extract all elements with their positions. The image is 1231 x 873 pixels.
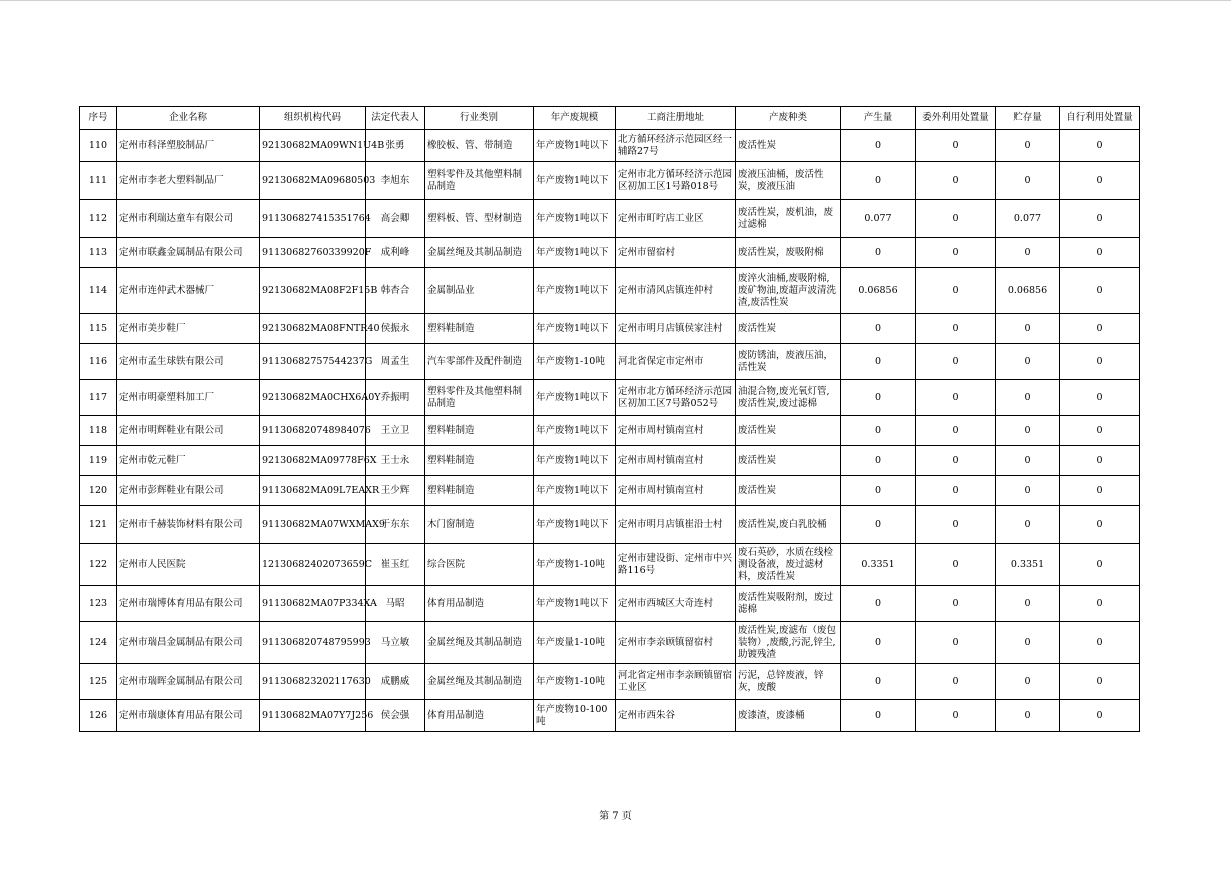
cell-annual-scale: 年产废物1吨以下: [534, 506, 616, 544]
table-row: [80, 476, 1140, 506]
cell-storage: 0: [996, 344, 1060, 380]
cell-no: 115: [80, 314, 117, 344]
cell-self-disposal: 0: [1060, 446, 1140, 476]
cell-annual-scale: 年产废物1吨以下: [534, 238, 616, 268]
cell-self-disposal: 0: [1060, 314, 1140, 344]
cell-no: 117: [80, 380, 117, 416]
cell-annual-scale: 年产废物1-10吨: [534, 544, 616, 586]
cell-annual-scale: 年产废物1吨以下: [534, 586, 616, 622]
cell-address: 河北省保定市定州市: [616, 344, 736, 380]
cell-industry: 塑料鞋制造: [425, 476, 534, 506]
cell-annual-scale: 年产废物1吨以下: [534, 476, 616, 506]
cell-waste-type: 废防锈油，废液压油，活性炭: [736, 344, 841, 380]
cell-legal-rep: 马立敏: [366, 622, 425, 664]
cell-industry: 塑料零件及其他塑料制品制造: [425, 380, 534, 416]
cell-legal-rep: 乔振明: [366, 380, 425, 416]
cell-industry: 塑料鞋制造: [425, 446, 534, 476]
cell-produced: 0.3351: [841, 544, 916, 586]
cell-address: 定州市周村镇南宣村: [616, 476, 736, 506]
cell-company-name: 定州市连仲武术器械厂: [117, 268, 260, 314]
cell-self-disposal: 0: [1060, 162, 1140, 200]
cell-no: 116: [80, 344, 117, 380]
cell-industry: 金属丝绳及其制品制造: [425, 622, 534, 664]
cell-produced: 0: [841, 506, 916, 544]
header-waste-type: 产废种类: [736, 107, 841, 130]
table-row: [80, 238, 1140, 268]
cell-waste-type: 废活性炭: [736, 130, 841, 162]
cell-self-disposal: 0: [1060, 622, 1140, 664]
cell-company-name: 定州市联鑫金属制品有限公司: [117, 238, 260, 268]
cell-produced: 0: [841, 344, 916, 380]
cell-waste-type: 废液压油桶，废活性炭，废液压油: [736, 162, 841, 200]
cell-waste-type: 废石英砂，水质在线检测设备液，废过滤材料，废活性炭: [736, 544, 841, 586]
page-number: 第 7 页: [599, 811, 632, 822]
table-row: [80, 446, 1140, 476]
cell-storage: 0: [996, 130, 1060, 162]
table-row: [80, 380, 1140, 416]
cell-storage: 0.3351: [996, 544, 1060, 586]
header-no: 序号: [80, 107, 117, 130]
cell-self-disposal: 0: [1060, 130, 1140, 162]
cell-outsourced: 0: [916, 380, 996, 416]
cell-produced: 0: [841, 586, 916, 622]
cell-address: 定州市西城区大奇连村: [616, 586, 736, 622]
cell-legal-rep: 张勇: [366, 130, 425, 162]
cell-produced: 0: [841, 380, 916, 416]
cell-annual-scale: 年产废物1吨以下: [534, 268, 616, 314]
cell-produced: 0: [841, 416, 916, 446]
cell-industry: 体育用品制造: [425, 586, 534, 622]
cell-outsourced: 0: [916, 162, 996, 200]
cell-industry: 金属制品业: [425, 268, 534, 314]
table-row: [80, 586, 1140, 622]
cell-storage: 0: [996, 380, 1060, 416]
cell-industry: 金属丝绳及其制品制造: [425, 238, 534, 268]
cell-org-code: 911306820748795993: [260, 622, 366, 664]
cell-self-disposal: 0: [1060, 380, 1140, 416]
table-row: [80, 506, 1140, 544]
cell-address: 定州市西朱谷: [616, 700, 736, 732]
cell-legal-rep: 于东东: [366, 506, 425, 544]
cell-org-code: 911306827415351764: [260, 200, 366, 238]
cell-legal-rep: 成鹏威: [366, 664, 425, 700]
cell-produced: 0: [841, 238, 916, 268]
cell-no: 125: [80, 664, 117, 700]
cell-waste-type: 废活性炭，废机油，废过滤棉: [736, 200, 841, 238]
hazardous-waste-table: [79, 106, 1140, 732]
cell-waste-type: 油混合物,废光氧灯管,废活性炭,废过滤棉: [736, 380, 841, 416]
cell-waste-type: 污泥，总锌废液，锌灰，废酸: [736, 664, 841, 700]
cell-waste-type: 废活性炭，废吸附棉: [736, 238, 841, 268]
cell-produced: 0: [841, 130, 916, 162]
cell-produced: 0.06856: [841, 268, 916, 314]
cell-storage: 0: [996, 476, 1060, 506]
table-body: [80, 130, 1140, 732]
cell-address: 河北省定州市李亲顾镇留宿工业区: [616, 664, 736, 700]
cell-waste-type: 废活性炭: [736, 476, 841, 506]
cell-produced: 0: [841, 314, 916, 344]
cell-waste-type: 废活性炭吸附剂，废过滤棉: [736, 586, 841, 622]
cell-address: 定州市建设街、定州市中兴路116号: [616, 544, 736, 586]
cell-company-name: 定州市彭辉鞋业有限公司: [117, 476, 260, 506]
cell-industry: 塑料鞋制造: [425, 416, 534, 446]
cell-outsourced: 0: [916, 446, 996, 476]
cell-industry: 塑料零件及其他塑料制品制造: [425, 162, 534, 200]
cell-legal-rep: 周孟生: [366, 344, 425, 380]
cell-produced: 0: [841, 446, 916, 476]
cell-self-disposal: 0: [1060, 416, 1140, 446]
cell-org-code: 91130682760339920F: [260, 238, 366, 268]
cell-org-code: 91130682MA07P334XA: [260, 586, 366, 622]
cell-self-disposal: 0: [1060, 664, 1140, 700]
cell-storage: 0: [996, 446, 1060, 476]
table-row: [80, 544, 1140, 586]
cell-legal-rep: 王少辉: [366, 476, 425, 506]
cell-company-name: 定州市利瑞达童车有限公司: [117, 200, 260, 238]
cell-no: 121: [80, 506, 117, 544]
cell-self-disposal: 0: [1060, 200, 1140, 238]
cell-waste-type: 废活性炭: [736, 446, 841, 476]
cell-address: 定州市留宿村: [616, 238, 736, 268]
cell-org-code: 91130682MA07WXMAX9: [260, 506, 366, 544]
cell-no: 118: [80, 416, 117, 446]
cell-outsourced: 0: [916, 700, 996, 732]
cell-self-disposal: 0: [1060, 344, 1140, 380]
table-row: [80, 314, 1140, 344]
cell-no: 122: [80, 544, 117, 586]
cell-company-name: 定州市瑞晖金属制品有限公司: [117, 664, 260, 700]
cell-storage: 0: [996, 586, 1060, 622]
table-row: [80, 130, 1140, 162]
cell-no: 110: [80, 130, 117, 162]
cell-self-disposal: 0: [1060, 238, 1140, 268]
table-row: [80, 700, 1140, 732]
cell-address: 北方循环经济示范园区经一辅路27号: [616, 130, 736, 162]
cell-annual-scale: 年产废量1-10吨: [534, 622, 616, 664]
cell-address: 定州市李亲顾镇留宿村: [616, 622, 736, 664]
cell-legal-rep: 崔玉红: [366, 544, 425, 586]
cell-org-code: 91130682MA07Y7J256: [260, 700, 366, 732]
cell-industry: 木门窗制造: [425, 506, 534, 544]
cell-org-code: 12130682402073659C: [260, 544, 366, 586]
cell-address: 定州市北方循环经济示范园区初加工区7号路052号: [616, 380, 736, 416]
cell-waste-type: 废活性炭: [736, 416, 841, 446]
cell-storage: 0: [996, 314, 1060, 344]
cell-annual-scale: 年产废物1吨以下: [534, 314, 616, 344]
cell-legal-rep: 成利峰: [366, 238, 425, 268]
cell-waste-type: 废淬火油桶,废吸附棉,废矿物油,废超声波清洗渣,废活性炭: [736, 268, 841, 314]
cell-self-disposal: 0: [1060, 700, 1140, 732]
cell-no: 124: [80, 622, 117, 664]
cell-produced: 0: [841, 664, 916, 700]
cell-legal-rep: 韩杏合: [366, 268, 425, 314]
cell-org-code: 92130682MA08F2F15B: [260, 268, 366, 314]
cell-industry: 体育用品制造: [425, 700, 534, 732]
header-annual-scale: 年产废规模: [534, 107, 616, 130]
cell-outsourced: 0: [916, 586, 996, 622]
cell-annual-scale: 年产废物1吨以下: [534, 130, 616, 162]
cell-outsourced: 0: [916, 544, 996, 586]
cell-org-code: 91130682757544237G: [260, 344, 366, 380]
cell-self-disposal: 0: [1060, 476, 1140, 506]
cell-produced: 0.077: [841, 200, 916, 238]
cell-produced: 0: [841, 622, 916, 664]
cell-waste-type: 废活性炭,废白乳胶桶: [736, 506, 841, 544]
cell-legal-rep: 高会卿: [366, 200, 425, 238]
cell-annual-scale: 年产废物1吨以下: [534, 416, 616, 446]
cell-industry: 综合医院: [425, 544, 534, 586]
cell-annual-scale: 年产废物1-10吨: [534, 344, 616, 380]
cell-company-name: 定州市人民医院: [117, 544, 260, 586]
cell-self-disposal: 0: [1060, 506, 1140, 544]
table-header-row: [80, 107, 1140, 130]
cell-outsourced: 0: [916, 268, 996, 314]
header-address: 工商注册地址: [616, 107, 736, 130]
cell-org-code: 911306823202117630: [260, 664, 366, 700]
cell-industry: 塑料鞋制造: [425, 314, 534, 344]
header-self-disposal: 自行利用处置量: [1060, 107, 1140, 130]
cell-storage: 0: [996, 416, 1060, 446]
cell-legal-rep: 侯振永: [366, 314, 425, 344]
cell-company-name: 定州市李老大塑料制品厂: [117, 162, 260, 200]
cell-outsourced: 0: [916, 476, 996, 506]
cell-legal-rep: 王立卫: [366, 416, 425, 446]
cell-org-code: 92130682MA0CHX6A0Y: [260, 380, 366, 416]
cell-outsourced: 0: [916, 344, 996, 380]
header-company-name: 企业名称: [117, 107, 260, 130]
table-row: [80, 344, 1140, 380]
cell-company-name: 定州市美步鞋厂: [117, 314, 260, 344]
cell-address: 定州市北方循环经济示范园区初加工区1号路018号: [616, 162, 736, 200]
cell-storage: 0.077: [996, 200, 1060, 238]
cell-no: 114: [80, 268, 117, 314]
cell-org-code: 91130682MA09L7EAXR: [260, 476, 366, 506]
cell-address: 定州市明月店镇侯家洼村: [616, 314, 736, 344]
cell-industry: 汽车零部件及配件制造: [425, 344, 534, 380]
cell-outsourced: 0: [916, 238, 996, 268]
table-row: [80, 268, 1140, 314]
cell-annual-scale: 年产废物1吨以下: [534, 162, 616, 200]
cell-outsourced: 0: [916, 622, 996, 664]
cell-annual-scale: 年产废物1-10吨: [534, 664, 616, 700]
cell-annual-scale: 年产废物1吨以下: [534, 446, 616, 476]
cell-outsourced: 0: [916, 130, 996, 162]
cell-no: 113: [80, 238, 117, 268]
cell-outsourced: 0: [916, 416, 996, 446]
cell-no: 112: [80, 200, 117, 238]
cell-outsourced: 0: [916, 314, 996, 344]
header-produced: 产生量: [841, 107, 916, 130]
cell-company-name: 定州市明辉鞋业有限公司: [117, 416, 260, 446]
cell-waste-type: 废漆渣，废漆桶: [736, 700, 841, 732]
cell-no: 126: [80, 700, 117, 732]
cell-storage: 0: [996, 238, 1060, 268]
cell-produced: 0: [841, 476, 916, 506]
cell-storage: 0: [996, 664, 1060, 700]
header-legal-rep: 法定代表人: [366, 107, 425, 130]
cell-org-code: 92130682MA09680503: [260, 162, 366, 200]
header-org-code: 组织机构代码: [260, 107, 366, 130]
table-row: [80, 622, 1140, 664]
cell-annual-scale: 年产废物1吨以下: [534, 380, 616, 416]
table-row: [80, 416, 1140, 446]
cell-annual-scale: 年产废物1吨以下: [534, 200, 616, 238]
cell-company-name: 定州市科泽塑胶制品厂: [117, 130, 260, 162]
cell-no: 120: [80, 476, 117, 506]
cell-no: 123: [80, 586, 117, 622]
cell-address: 定州市清风店镇连仲村: [616, 268, 736, 314]
cell-waste-type: 废活性炭,废滤布（废包装物）,废酸,污泥,锌尘,助镀残渣: [736, 622, 841, 664]
cell-company-name: 定州市瑞博体育用品有限公司: [117, 586, 260, 622]
cell-storage: 0: [996, 622, 1060, 664]
cell-org-code: 911306820748984076: [260, 416, 366, 446]
cell-produced: 0: [841, 700, 916, 732]
page-top-rule: [0, 0, 1231, 1]
cell-company-name: 定州市千赫装饰材料有限公司: [117, 506, 260, 544]
cell-annual-scale: 年产废物10-100吨: [534, 700, 616, 732]
cell-legal-rep: 马昭: [366, 586, 425, 622]
cell-company-name: 定州市瑞康体育用品有限公司: [117, 700, 260, 732]
cell-outsourced: 0: [916, 506, 996, 544]
cell-storage: 0: [996, 506, 1060, 544]
cell-self-disposal: 0: [1060, 544, 1140, 586]
header-outsourced: 委外利用处置量: [916, 107, 996, 130]
cell-org-code: 92130682MA09778F6X: [260, 446, 366, 476]
cell-company-name: 定州市瑞昌金属制品有限公司: [117, 622, 260, 664]
cell-address: 定州市町咛店工业区: [616, 200, 736, 238]
cell-legal-rep: 王士永: [366, 446, 425, 476]
cell-address: 定州市明月店镇崔沿士村: [616, 506, 736, 544]
cell-industry: 塑料板、管、型材制造: [425, 200, 534, 238]
cell-produced: 0: [841, 162, 916, 200]
header-industry: 行业类别: [425, 107, 534, 130]
cell-company-name: 定州市明豪塑料加工厂: [117, 380, 260, 416]
cell-no: 111: [80, 162, 117, 200]
cell-storage: 0: [996, 700, 1060, 732]
cell-org-code: 92130682MA08FNTR40: [260, 314, 366, 344]
cell-address: 定州市周村镇南宣村: [616, 416, 736, 446]
cell-self-disposal: 0: [1060, 586, 1140, 622]
cell-industry: 金属丝绳及其制品制造: [425, 664, 534, 700]
cell-outsourced: 0: [916, 200, 996, 238]
cell-address: 定州市周村镇南宣村: [616, 446, 736, 476]
cell-storage: 0: [996, 162, 1060, 200]
cell-legal-rep: 李旭东: [366, 162, 425, 200]
cell-no: 119: [80, 446, 117, 476]
cell-org-code: 92130682MA09WN1U4B: [260, 130, 366, 162]
cell-storage: 0.06856: [996, 268, 1060, 314]
cell-legal-rep: 侯会强: [366, 700, 425, 732]
table-row: [80, 162, 1140, 200]
cell-company-name: 定州市孟生球铁有限公司: [117, 344, 260, 380]
table-row: [80, 664, 1140, 700]
cell-company-name: 定州市乾元鞋厂: [117, 446, 260, 476]
cell-waste-type: 废活性炭: [736, 314, 841, 344]
cell-self-disposal: 0: [1060, 268, 1140, 314]
header-storage: 贮存量: [996, 107, 1060, 130]
cell-outsourced: 0: [916, 664, 996, 700]
cell-industry: 橡胶板、管、带制造: [425, 130, 534, 162]
table-row: [80, 200, 1140, 238]
